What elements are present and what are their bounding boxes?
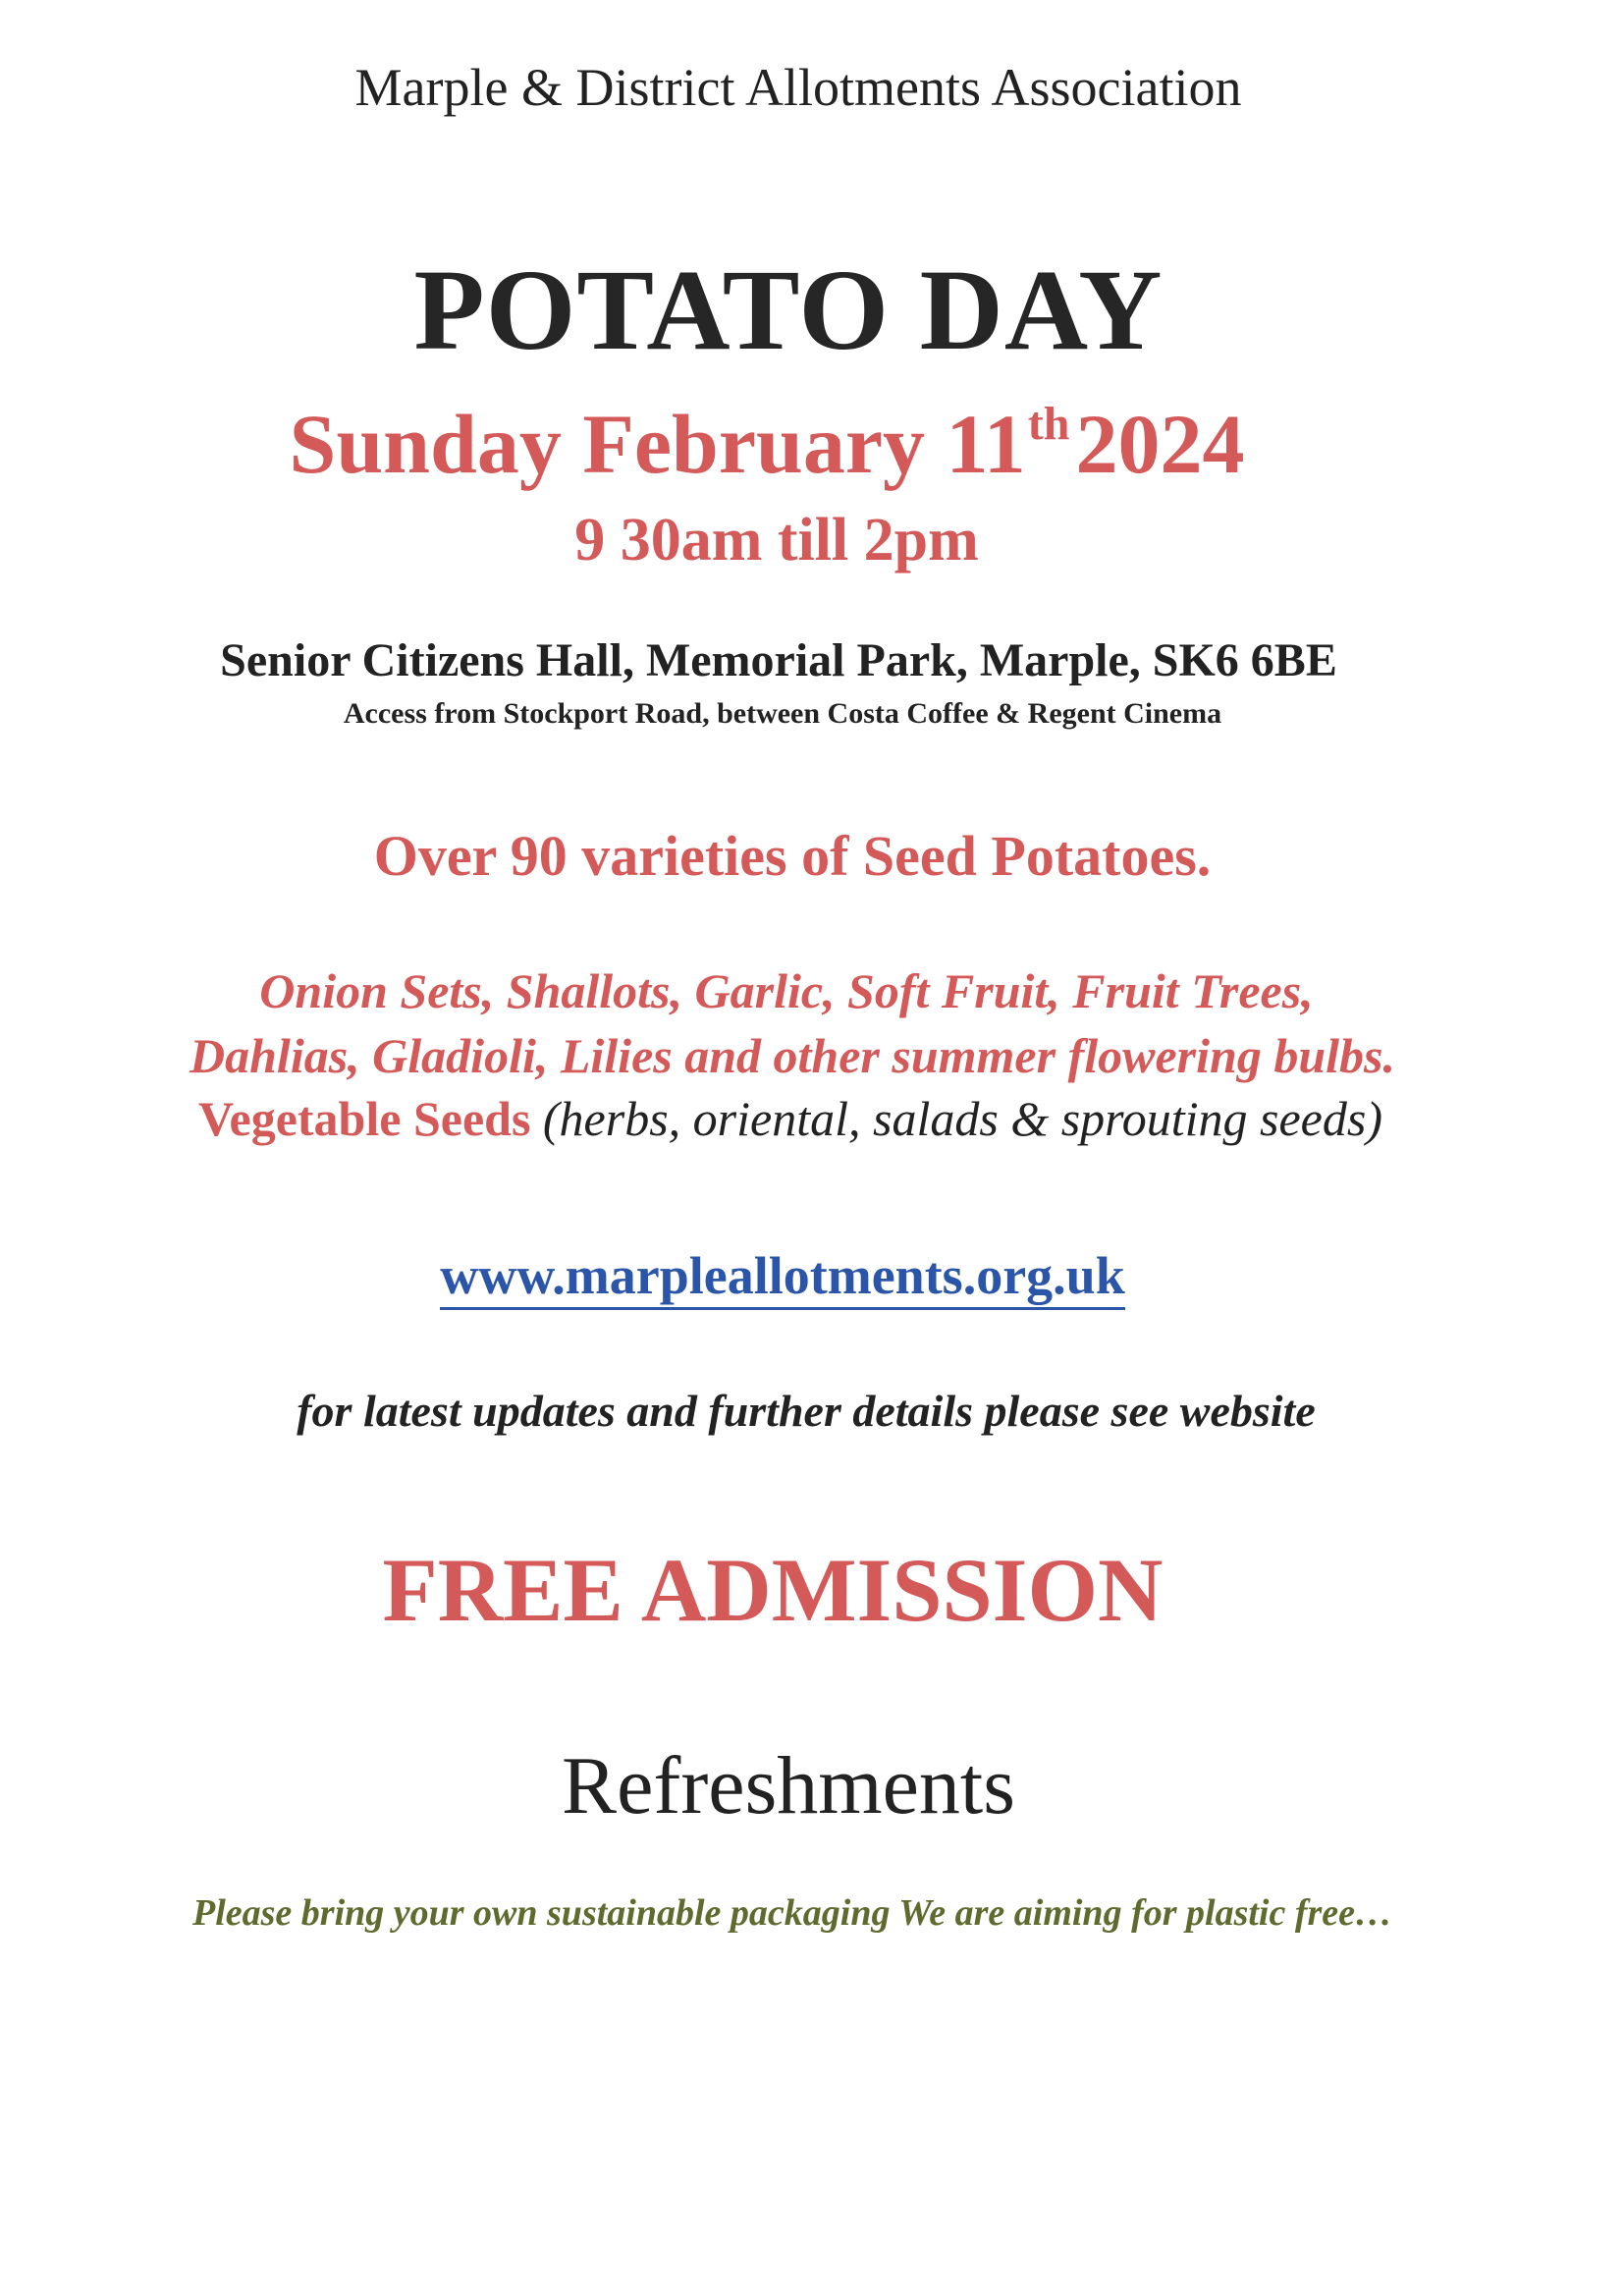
vegetable-seeds-detail: (herbs, oriental, salads & sprouting seeds) bbox=[542, 1091, 1382, 1146]
event-time: 9 30am till 2pm bbox=[574, 507, 979, 574]
website-line bbox=[0, 1245, 1595, 1306]
packaging-note: Please bring your own sustainable packaging We are aiming for plastic free… bbox=[191, 1892, 1393, 1934]
event-date-day-month: Sunday February 11 bbox=[289, 397, 1026, 491]
event-date bbox=[0, 395, 1579, 493]
event-date-year: 2024 bbox=[1075, 397, 1245, 491]
goods-list-line-1: Onion Sets, Shallots, Garlic, Soft Fruit, Fruit Trees, bbox=[259, 963, 1314, 1018]
free-admission-heading: FREE ADMISSION bbox=[382, 1540, 1164, 1640]
event-title: POTATO DAY bbox=[413, 246, 1164, 374]
venue-address: Senior Citizens Hall, Memorial Park, Marple, SK6 6BE bbox=[220, 634, 1337, 686]
vegetable-seeds-line bbox=[0, 1090, 1602, 1147]
website-link[interactable]: www.marpleallotments.org.uk bbox=[440, 1246, 1124, 1310]
event-date-ordinal: th bbox=[1027, 398, 1070, 450]
refreshments-heading: Refreshments bbox=[562, 1740, 1015, 1831]
varieties-headline: Over 90 varieties of Seed Potatoes. bbox=[373, 824, 1212, 888]
venue-access-note: Access from Stockport Road, between Costa Coffee & Regent Cinema bbox=[343, 697, 1222, 730]
updates-note: for latest updates and further details please see website bbox=[297, 1386, 1316, 1436]
organisation-name: Marple & District Allotments Association bbox=[354, 58, 1242, 117]
goods-list-line-2: Dahlias, Gladioli, Lilies and other summer flowering bulbs. bbox=[189, 1028, 1395, 1083]
vegetable-seeds-label: Vegetable Seeds bbox=[198, 1091, 531, 1146]
